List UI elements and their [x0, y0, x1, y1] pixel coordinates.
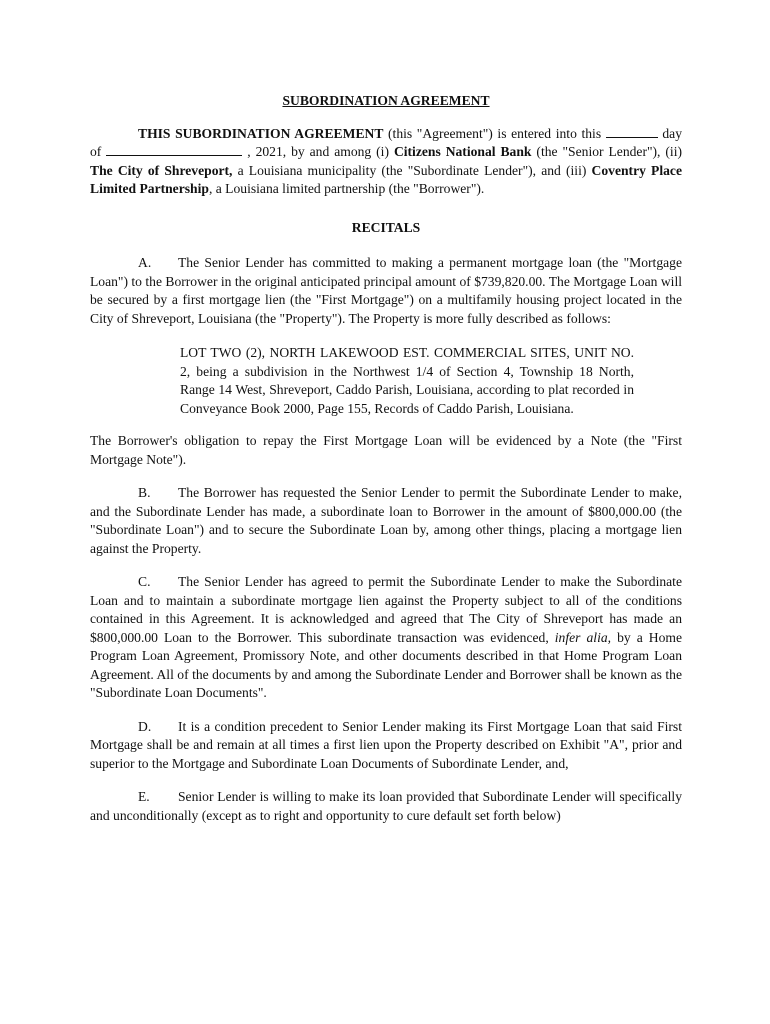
recital-c-text-2: by a Home Program Loan Agreement, Promissory Note, and other documents described in that Home Program Loan Agreement. All of the documents by and among the Subordinate Lender and Borrower shall be known as the "Subordinate Loan Documents".: [90, 629, 682, 700]
month-blank: [106, 143, 242, 156]
intro-paragraph: [90, 125, 682, 199]
recital-d: [90, 718, 682, 774]
intro-text-3: , 2021, by and among (i): [242, 144, 394, 159]
recital-d-text: It is a condition precedent to Senior Lender making its First Mortgage Loan that said First Mortgage shall be and remain at all times a first lien upon the Property described on Exhibit "A", prior and superior to the Mortgage and Subordinate Loan Documents of Subordinate Lender, and,: [90, 718, 682, 771]
note-paragraph: The Borrower's obligation to repay the First Mortgage Loan will be evidenced by a Note (the "First Mortgage Note").: [90, 433, 682, 467]
intro-text-4: (the "Senior Lender"), (ii): [531, 144, 683, 159]
recital-c-marker: C.: [138, 574, 151, 589]
intro-text-5: a Louisiana municipality (the "Subordinate Lender"), and (iii): [232, 162, 592, 178]
document-title: SUBORDINATION AGREEMENT: [282, 93, 490, 108]
recital-e-marker: E.: [138, 789, 150, 804]
recital-a-marker: A.: [138, 255, 152, 270]
recital-b: [90, 484, 682, 558]
legal-description: LOT TWO (2), NORTH LAKEWOOD EST. COMMERCIAL SITES, UNIT NO. 2, being a subdivision in the Northwest 1/4 of Section 4, Township 18 North, Range 14 West, Shreveport, Caddo Parish, Louisiana, according to plat recorded in Conveyance Book 2000, Page 155, Records of Caddo Parish, Louisiana.: [180, 345, 634, 416]
intro-text-1: (this "Agreement") is entered into this: [383, 125, 606, 141]
document-page: [90, 92, 682, 840]
day-blank: [606, 125, 658, 138]
recital-e: [90, 788, 682, 825]
recital-d-marker: D.: [138, 718, 152, 734]
senior-lender-name: Citizens National Bank: [393, 144, 532, 159]
intro-text-2: day of: [90, 125, 682, 159]
recital-c-text-1: The Senior Lender has agreed to permit the Subordinate Lender to make the Subordinate Loan and to maintain a subordinate mortgage lien against the Property subject to all of the conditions contained in this Agreement. It is acknowledged and agreed that The City of Shreveport has made an $800,000.00 Loan to the Borrower. This subordinate transaction was evidenced,: [90, 574, 682, 645]
subordinate-lender-name: The City of Shreveport,: [90, 162, 233, 178]
recitals-heading: RECITALS: [351, 219, 421, 235]
recital-a: [90, 254, 682, 328]
borrower-name: Coventry Place Limited Partnership: [90, 162, 682, 196]
recital-a-text: The Senior Lender has committed to making a permanent mortgage loan (the "Mortgage Loan") to the Borrower in the original anticipated principal amount of $739,820.00. The Mortgage Loan will be secured by a first mortgage lien (the "First Mortgage") on a multifamily housing project located in the City of Shreveport, Louisiana (the "Property"). The Property is more fully described as follows:: [90, 255, 682, 326]
recital-e-text: Senior Lender is willing to make its loan provided that Subordinate Lender will specifically and unconditionally (except as to right and opportunity to cure default set forth below): [90, 789, 682, 823]
recital-c: [90, 573, 682, 703]
recital-b-marker: B.: [138, 485, 151, 500]
recital-c-latin-term: infer alia,: [554, 629, 612, 645]
intro-lead: THIS SUBORDINATION AGREEMENT: [138, 125, 384, 141]
intro-text-6: , a Louisiana limited partnership (the "Borrower").: [208, 181, 485, 196]
recital-b-text: The Borrower has requested the Senior Lender to permit the Subordinate Lender to make, and the Subordinate Lender has made, a subordinate loan to Borrower in the amount of $800,000.00 (the "Subordinate Loan") and to secure the Subordinate Loan by, among other things, placing a mortgage lien against the Property.: [90, 485, 682, 556]
